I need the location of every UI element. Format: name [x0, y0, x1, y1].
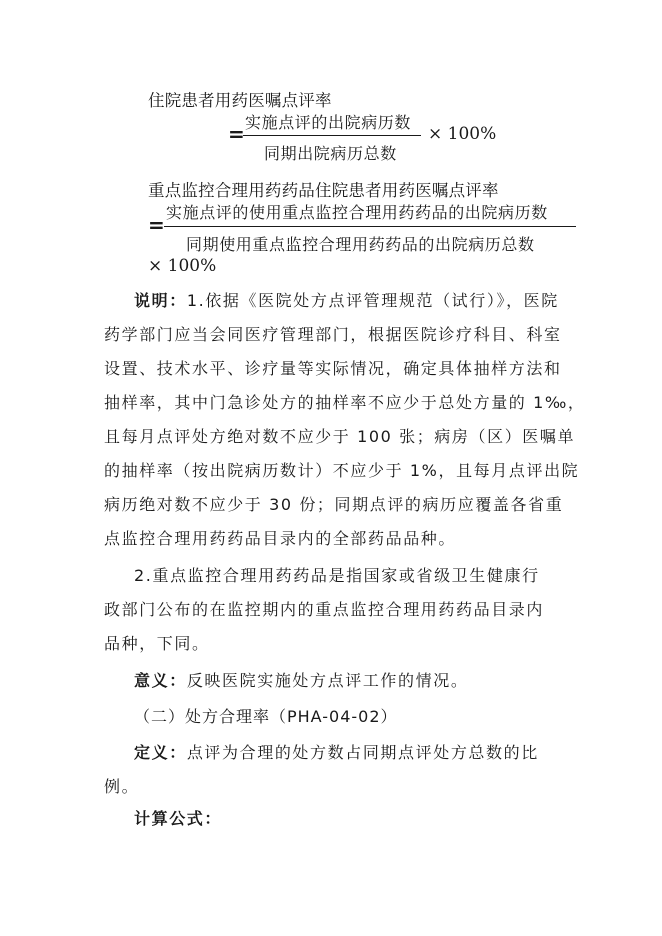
- notes-heading: 说明：: [134, 291, 187, 310]
- formula1-fraction-bar: [243, 135, 421, 136]
- meaning-text: 反映医院实施处方点评工作的情况。: [186, 671, 469, 690]
- meaning-line: [134, 668, 468, 691]
- notes-line-6: 的抽样率（按出院病历数计）不应少于 1%，且每月点评出院: [104, 461, 580, 480]
- notes-line-3: 设置、技术水平、诊疗量等实际情况，确定具体抽样方法和: [104, 359, 562, 378]
- notes-line-10: 政部门公布的在监控期内的重点监控合理用药药品目录内: [104, 600, 545, 619]
- formula1-denominator: 同期出院病历总数: [264, 144, 397, 163]
- formula2-numerator: 实施点评的使用重点监控合理用药药品的出院病历数: [166, 203, 548, 222]
- definition-heading: 定义：: [134, 743, 187, 762]
- formula1-numerator: 实施点评的出院病历数: [245, 113, 412, 132]
- definition-line-1: [134, 740, 539, 763]
- notes-line-9: 2.重点监控合理用药药品是指国家或省级卫生健康行: [134, 566, 540, 585]
- notes-line-7: 病历绝对数不应少于 30 份；同期点评的病历应覆盖各省重: [104, 495, 564, 514]
- notes-line-4: 抽样率，其中门急诊处方的抽样率不应少于总处方量的 1‰，: [104, 393, 586, 412]
- formula2-fraction-bar: [164, 226, 576, 227]
- formula1-multiplier: × 100%: [428, 124, 497, 144]
- notes-line-11: 品种，下同。: [104, 634, 210, 653]
- notes-line-2: 药学部门应当会同医疗管理部门，根据医院诊疗科目、科室: [104, 325, 562, 344]
- notes-line-1: [134, 288, 559, 311]
- notes-text: 1.依据《医院处方点评管理规范（试行）》，医院: [186, 291, 559, 310]
- formula2-multiplier: × 100%: [148, 256, 217, 276]
- formula2-denominator: 同期使用重点监控合理用药药品的出院病历总数: [186, 235, 535, 254]
- definition-text: 点评为合理的处方数占同期点评处方总数的比: [186, 743, 539, 762]
- formula2-label: 重点监控合理用药药品住院患者用药医嘱点评率: [148, 181, 499, 200]
- notes-line-5: 且每月点评处方绝对数不应少于 100 张；病房（区）医嘱单: [104, 427, 576, 446]
- formula2-equals: =: [148, 213, 165, 237]
- definition-line-2: 例。: [104, 777, 140, 796]
- meaning-heading: 意义：: [134, 671, 187, 690]
- section-title: （二）处方合理率（PHA-04-02）: [134, 707, 398, 726]
- formula-heading: 计算公式：: [134, 809, 223, 828]
- notes-line-8: 点监控合理用药药品目录内的全部药品品种。: [104, 529, 457, 548]
- formula1-equals: =: [228, 122, 245, 146]
- formula1-label: 住院患者用药医嘱点评率: [148, 91, 332, 110]
